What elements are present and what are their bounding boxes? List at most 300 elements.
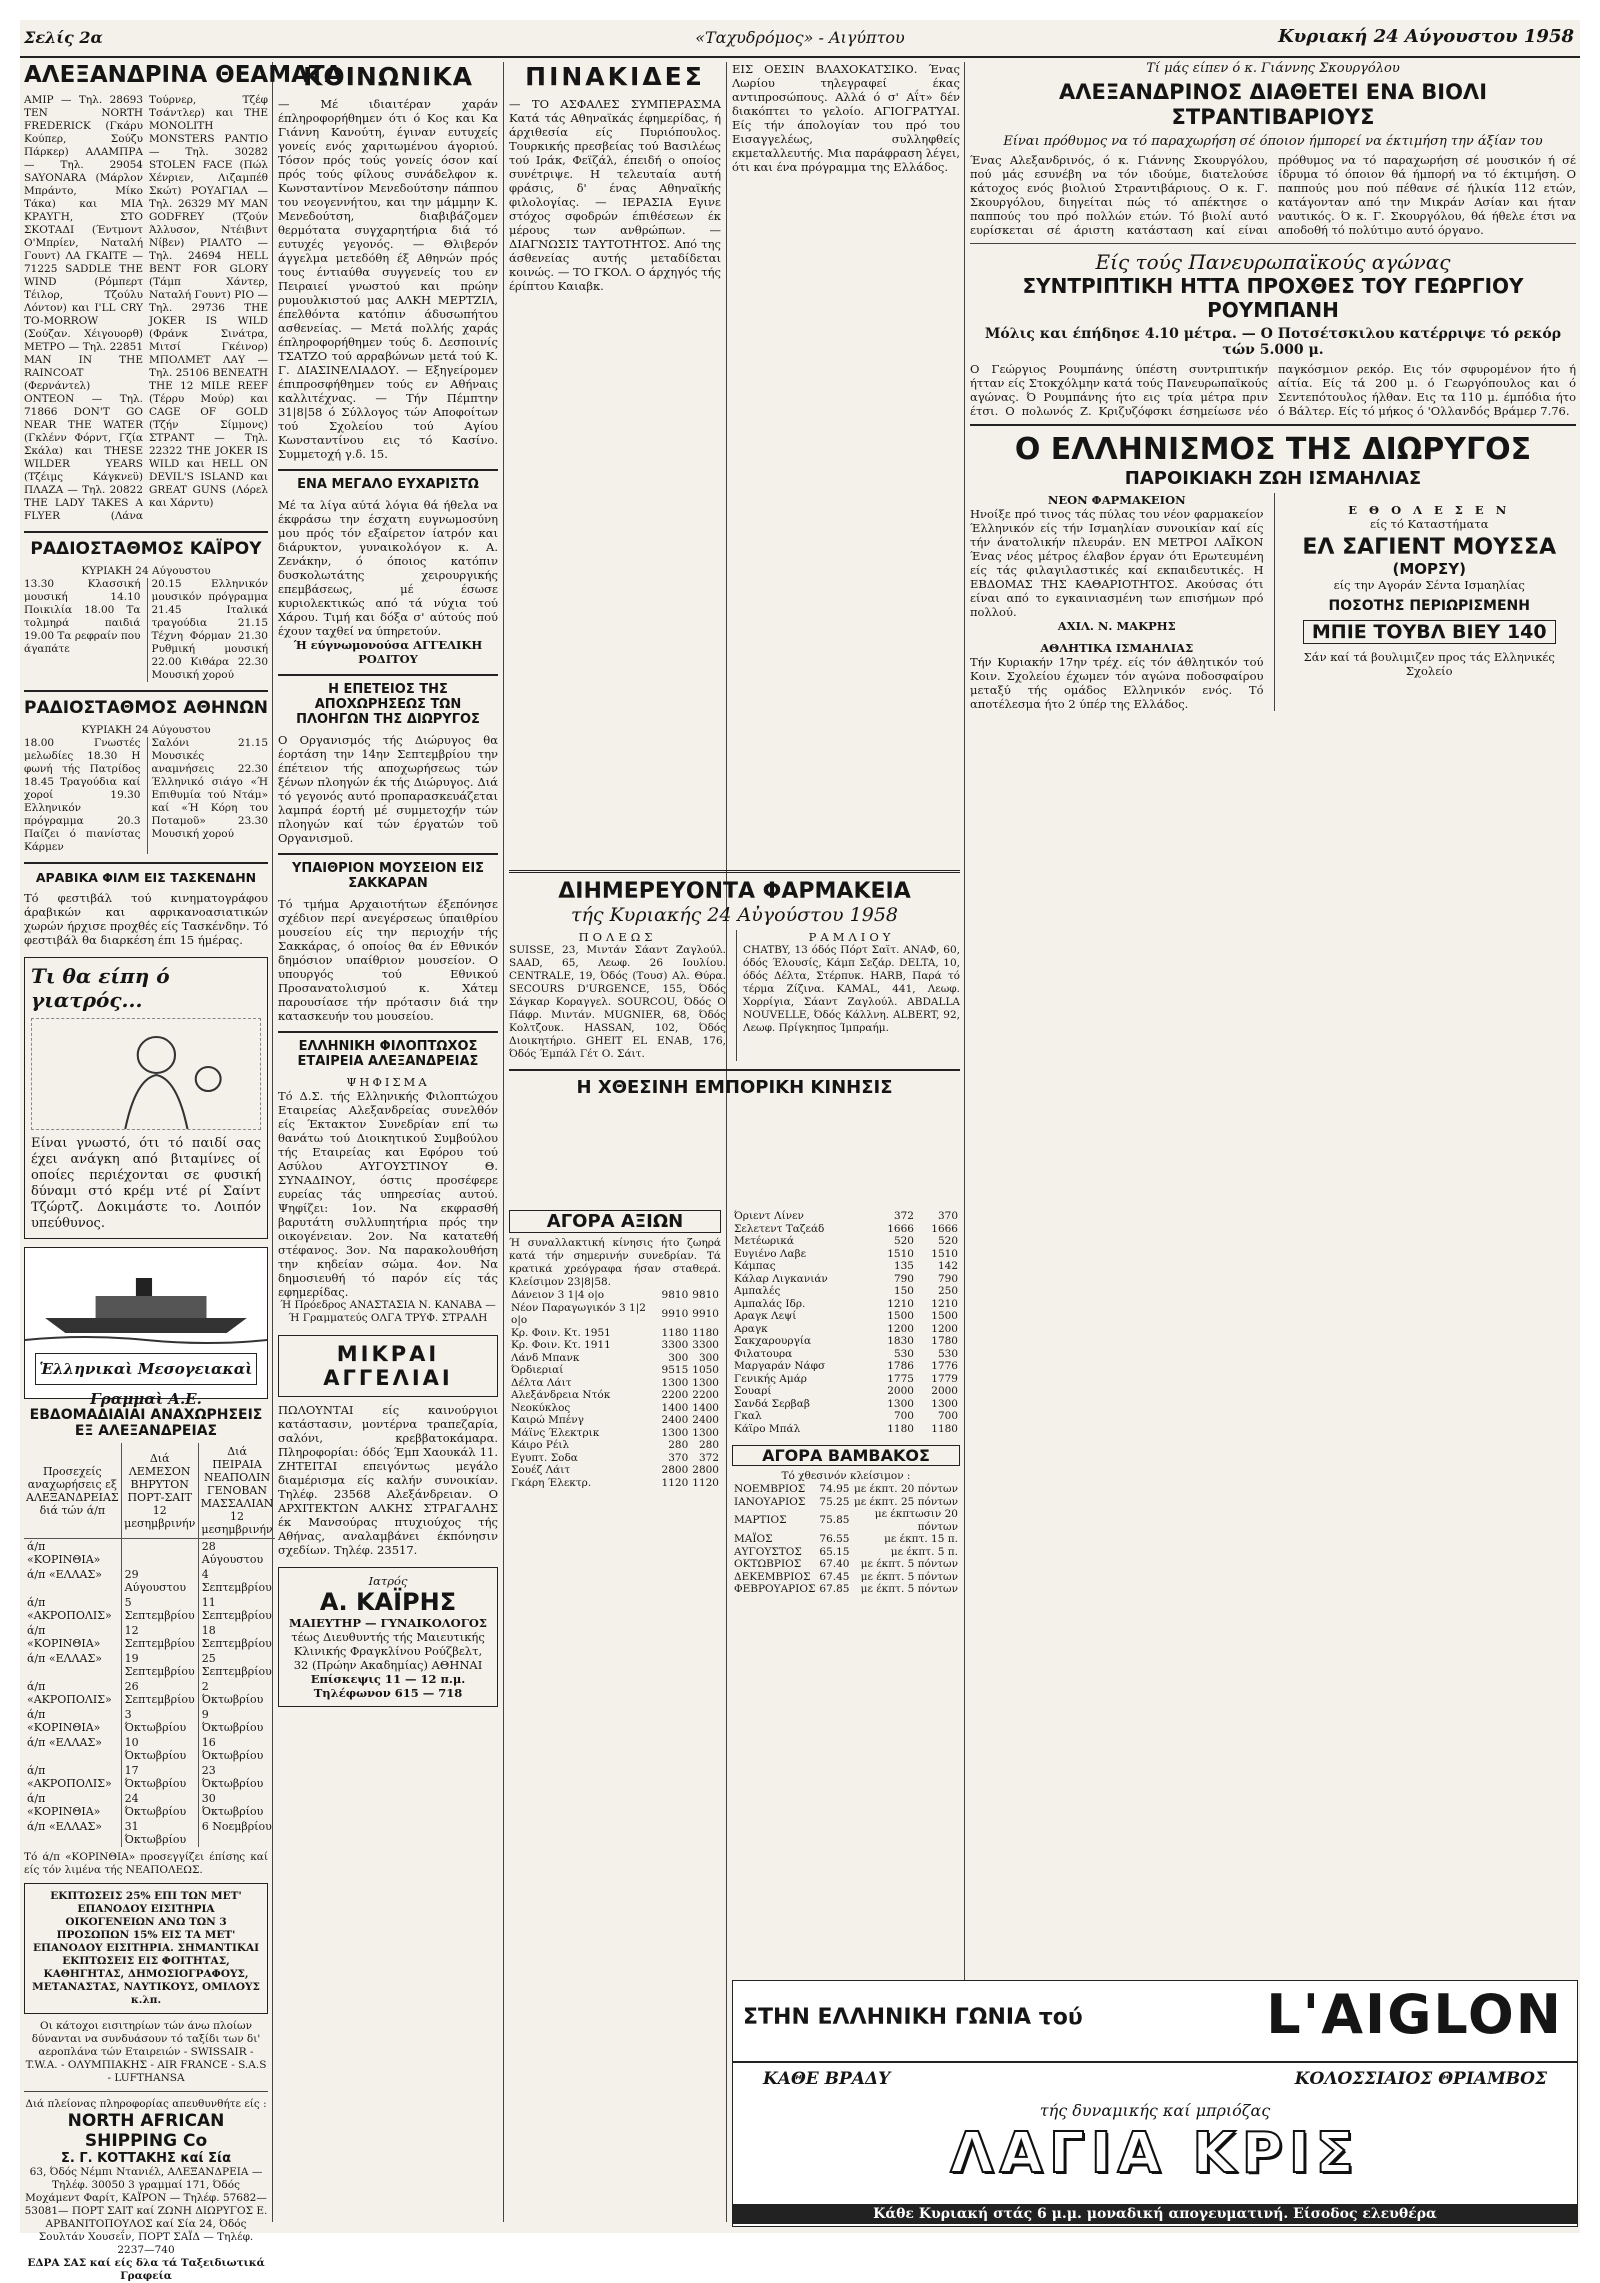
every-night: ΚΑΘΕ ΒΡΑΔΥ <box>763 2069 891 2089</box>
departure-cell: ά/π «ΑΚΡΟΠΟΛΙΣ» <box>27 1764 112 1790</box>
stock-row <box>732 1373 960 1386</box>
departure-row <box>24 1707 275 1735</box>
departure-cell: 18 Σεπτεμβρίου <box>198 1623 275 1651</box>
departure-cell: ά/π «ΕΛΛΑΣ» <box>27 1736 102 1749</box>
departure-row <box>24 1623 275 1651</box>
stock-row-value: 1780 <box>931 1335 958 1347</box>
violin-lead: Είναι πρόθυμος να τό παραχωρήση σέ όποιον ήμπορεί να έκτιμήση την άξίαν του <box>1003 134 1543 149</box>
stock-row-value: 1775 <box>887 1372 914 1385</box>
laiglon-prefix: ΣΤΗΝ ΕΛΛΗΝΙΚΗ ΓΩΝΙΑ τού <box>743 2005 1083 2030</box>
stock-row-value: 9910 <box>692 1307 719 1320</box>
cotton-row-value: με έκπτ. 5 πόντων <box>860 1583 958 1595</box>
singer-name: ΛΑΓΙΑ ΚΡΙΣ <box>950 2121 1360 2186</box>
cotton-row-name: ΜΑΡΤΙΟΣ <box>734 1514 787 1527</box>
radio-athens-date: ΚΥΡΙΑΚΗ 24 Αύγουστου <box>81 724 211 736</box>
departure-cell: 28 Αύγουστου <box>198 1539 275 1568</box>
shipping-ad-banner <box>24 1247 268 1408</box>
cotton-row-name: ΦΕΒΡΟΥΑΡΙΟΣ <box>734 1583 816 1595</box>
stock-row-name: Γκαλ <box>734 1410 762 1422</box>
departures-header: Διά ΠΕΙΡΑΙΑ ΝΕΑΠΟΛΙΝ ΓΕΝΟΒΑΝ ΜΑΣΣΑΛΙΑΝ 12 μεσημβρινήν <box>198 1443 275 1539</box>
departure-cell: 9 Όκτωβρίου <box>198 1707 275 1735</box>
stock-row <box>732 1273 960 1286</box>
classified-text: ΠΩΛΟΥΝΤΑΙ είς καινούργιοι κατάστασιν, μοντέρνα τραπεζαρία, σαλόνι, κρεββατοκάμαρα. Πληροφορίαι: όδός Έμπ Χαουκάλ 11. ΖΗΤΕΙΤΑΙ επειγόντως μεγάλο διαμέρισμα είς καλήν συνοικίαν. Τηλέφ. 23568 Αλεξάνδρειαν. Ο ΑΡΧΙΤΕΚΤΩΝ ΑΛΚΗΣ ΣΤΡΑΓΑΛΗΣ έκ Μανσούρας πτυχιούχος τής Αθήνας, αναλαμβάνει έκπόνησιν σχεδίων. Τηλέφ. 23517. <box>278 1403 498 1557</box>
stock-row-value: 2800 <box>692 1464 719 1476</box>
shop-where: είς την Αγοράν Σέντα Ισμαηλίας <box>1333 578 1525 592</box>
cotton-row-value: 67.40 <box>819 1558 850 1570</box>
stock-row-value: 370 <box>668 1451 689 1464</box>
agent-name: NORTH AFRICAN SHIPPING Co <box>67 2111 225 2151</box>
stock-row-value: 1400 <box>692 1401 719 1414</box>
stock-row-value: 1830 <box>887 1335 914 1347</box>
cotton-row <box>732 1583 960 1596</box>
cotton-row <box>732 1496 960 1509</box>
stock-row-value: 300 <box>668 1351 689 1364</box>
cotton-row <box>732 1533 960 1546</box>
cotton-heading: ΑΓΟΡΑ ΒΑΜΒΑΚΟΣ <box>732 1445 960 1466</box>
column-2 <box>278 62 498 1713</box>
stock-row-value: 530 <box>893 1347 914 1360</box>
ramleh-label: ΡΑΜΛΙΟΥ <box>808 930 895 944</box>
stock-row-value: 2400 <box>661 1414 689 1426</box>
stock-row-value: 3300 <box>661 1339 689 1351</box>
sport-text: Ο Γεώργιος Ρουμπάνης ύπέστη συντριπτικήν ήτταν είς Στοκχόλμην κατά τούς Πανευρωπαϊκούς αγώνας. Ό Ρουμπάνης ήτο εις τρία μέτρα πριν έτσι. Ο πολωνός Ζ. Κριζυζόφσκι έσημείωσε νέο παγκόσμιον ρεκόρ. Εις τόν σφυρομένον ήτο ή αίτία. Είς τά 200 μ. ό Γεωργόπουλος και ό Σεντεπότουλος ήλθαν. Εις τα 110 μ. έμπόδια ήτο ό Βάλτερ. Είς τό μήκος ό 'Ολλανδός Βράμερ 7.76. <box>970 362 1576 418</box>
philoptochos-signature: Ή Πρόεδρος ΑΝΑΣΤΑΣΙΑ Ν. ΚΑΝΑΒΑ — Ή Γραμματεύς ΟΛΓΑ ΤΡΥΦ. ΣΤΡΑΛΗ <box>280 1299 496 1324</box>
doctor-credentials: τέως Διευθυντής τής Μαιευτικής Κλινικής Φραγκλίνου Ρούζβελτ, 32 (Πρώην Ακαδημίας) ΑΘΗΝΑΙ <box>291 1630 485 1672</box>
stock-row-value: 790 <box>893 1272 914 1285</box>
pharmacies-heading: ΔΙΗΜΕΡΕΥΟΝΤΑ ΦΑΡΜΑΚΕΙΑ <box>509 870 960 904</box>
page-number: Σελίς 2α <box>24 28 103 47</box>
stock-row <box>732 1298 960 1311</box>
stock-row <box>509 1302 721 1327</box>
shop-name: ΕΛ ΣΑΓΙΕΝΤ ΜΟΥΣΣΑ <box>1302 535 1557 560</box>
stock-row-value: 1120 <box>661 1476 689 1489</box>
stock-row-name: Νεοκύκλος <box>511 1401 571 1414</box>
column-4-top <box>732 62 960 174</box>
stock-row-name: Σακχαρουργία <box>734 1335 812 1347</box>
stock-row <box>732 1335 960 1348</box>
stock-row-name: Όριεντ Λίνεν <box>734 1210 804 1222</box>
departure-cell: 5 Σεπτεμβρίου <box>121 1595 198 1623</box>
shop-alias: (ΜΟΡΣΥ) <box>1392 560 1466 578</box>
resolution-label: ΨΗΦΙΣΜΑ <box>346 1075 430 1089</box>
ship-illustration <box>25 1248 267 1348</box>
stock-row-value: 1666 <box>887 1222 914 1235</box>
stock-row <box>509 1352 721 1365</box>
laiglon-brand: L'AIGLON <box>1266 1983 1563 2046</box>
agent-footer: ΕΔΡΑ ΣΑΣ καί είς δλα τά Ταξειδιωτικά Γραφεία <box>27 2257 265 2282</box>
stock-row-value: 2400 <box>692 1414 719 1426</box>
column-rule <box>503 62 504 2222</box>
stock-row-value: 1300 <box>692 1426 719 1439</box>
column-3 <box>509 62 721 293</box>
stock-row <box>509 1427 721 1440</box>
stock-row-value: 9810 <box>692 1289 719 1301</box>
cotton-row <box>732 1483 960 1496</box>
doctor-name: Α. ΚΑΪΡΗΣ <box>319 1588 457 1616</box>
radio-athens-heading: ΡΑΔΙΟΣΤΑΘΜΟΣ ΑΘΗΝΩΝ <box>24 690 268 718</box>
radio-cairo-date: ΚΥΡΙΑΚΗ 24 Αύγουστου <box>81 565 211 577</box>
cinema-listings: ΑΜΙΡ — Τηλ. 28693 TEN NORTH FREDERICK (Γκάρυ Κούπερ, Σούζυ Πάρκερ) ΑΛΑΜΠΡΑ — Τηλ. 29054 SAYONARA (Μάρλον Μπράντο, Μίκο Τάκα) και ΜΙΑ ΚΡΑΥΓΗ, ΣΤΟ ΣΚΟΤΑΔΙ (Έντμοντ Ο'Μπρίεν, Ναταλή Γουντ) ΛΑ ΓΚΑΙΤΕ — 71225 SADDLE THE WIND (Ρόμπερτ Τέιλορ, Τζούλυ Λόντον) και I'LL CRY TO-MORROW (Σούζαν. Χέιγουορθ) ΜΕΤΡΟ — Τηλ. 22851 MAN IN THE RAINCOAT (Φερνάντελ) ΟΝΤΕΟΝ — Τηλ. 71866 DON'T GO NEAR THE WATER (Γκλένν Φόρντ, Γζία Σκάλα) και THESE WILDER YEARS (Τζέιμς Κάγκνεϋ) ΠΛΑΖΑ — Τηλ. 20822 THE LADY TAKES A FLYER (Λάνα Τούρνερ, Τζέφ Τσάντλερ) και THE MONOLITH MONSTERS ΡΑΝΤΙΟ — Τηλ. 30282 STOLEN FACE (Πώλ Χένριεν, Λιζαμπέθ Σκώτ) ΡΟΥΑΓΙΑΛ — Τηλ. 26329 MY MAN GODFREY (Τζούν Άλλυσον, Ντέιβιντ Νίβεν) ΡΙΑΛΤΟ — Τηλ. 24694 HELL BENT FOR GLORY (Τάμπ Χάντερ, Ναταλή Γουντ) ΡΙΟ — Τηλ. 29736 THE JOKER IS WILD (Φράνκ Σινάτρα, Μιτσί Γκέινορ) ΜΠΟΛΜΕΤ ΛΑΥ — Τηλ. 25106 BENEATH THE 12 MILE REEF (Τέρρυ Μούρ) και CAGE OF GOLD (Τζήν Σίμμονς) ΣΤΡΑΝΤ — Τηλ. 22322 THE JOKER IS WILD και HELL ON DEVIL'S ISLAND και GREAT GUNS (Λόρελ και Χάρντυ) <box>24 94 268 522</box>
stock-row-name: Μετέωρικά <box>734 1235 794 1247</box>
departure-row <box>24 1735 275 1763</box>
cotton-row <box>732 1558 960 1571</box>
stock-row-value: 1200 <box>931 1322 958 1335</box>
arab-film-text: Τό φεστιβάλ τού κινηματογράφου άραβικών και αφρικανοασιατικών χωρών ήρχισε προχθές είς Τασκένδην. Τό φεστιβάλ θα διαρκέση έπι 15 ήμέρας. <box>24 891 268 947</box>
stock-row <box>509 1389 721 1402</box>
air-connection-note: Οι κάτοχοι εισιτηρίων τών άνω πλοίων δύνανται να συνδυάσουν τό ταξίδι των δι' αεροπλάνα τών Εταιρειών - SWISSAIR - T.W.A. - ΟΛΥΜΠΙΑΚΗΣ - AIR FRANCE - S.A.S - LUFTHANSA <box>25 2020 267 2084</box>
departure-row <box>24 1595 275 1623</box>
arrived-label: Ε Θ Ο Λ Ε Σ Ε Ν <box>1348 503 1511 517</box>
departure-row <box>24 1567 275 1595</box>
stock-row-name: Γενικής Αμάρ <box>734 1372 807 1385</box>
departure-cell: 23 Όκτωβρίου <box>198 1763 275 1791</box>
colossal-triumph: ΚΟΛΟΣΣΙΑΙΟΣ ΘΡΙΑΜΒΟΣ <box>1294 2069 1547 2089</box>
departure-cell <box>121 1539 198 1568</box>
philoptochos-heading: ΕΛΛΗΝΙΚΗ ΦΙΛΟΠΤΩΧΟΣ ΕΤΑΙΡΕΙΑ ΑΛΕΞΑΝΔΡΕΙΑΣ <box>278 1031 498 1069</box>
stock-row-value: 150 <box>893 1285 914 1297</box>
departure-cell: 31 Όκτωβρίου <box>121 1819 198 1847</box>
pharmacies-section <box>509 870 960 1098</box>
stock-row <box>732 1398 960 1411</box>
stock-row-value: 1779 <box>931 1372 958 1385</box>
stock-row-value: 1180 <box>887 1422 914 1435</box>
stock-row-value: 1300 <box>887 1397 914 1410</box>
laiglon-ad <box>732 1980 1578 2227</box>
agent-partner: Σ. Γ. ΚΟΤΤΑΚΗΣ καί Σία <box>60 2151 231 2166</box>
weekly-departures-heading: ΕΒΔΟΜΑΔΙΑΙΑΙ ΑΝΑΧΩΡΗΣΕΙΣ ΕΞ ΑΛΕΞΑΝΔΡΕΙΑΣ <box>29 1407 263 1439</box>
sport-headline: ΣΥΝΤΡΙΠΤΙΚΗ ΗΤΤΑ ΠΡΟΧΘΕΣ ΤΟΥ ΓΕΩΡΓΙΟΥ ΡΟΥΜΠΑΝΗ <box>1022 274 1524 322</box>
sport-lead: Μόλις και έπήδησε 4.10 μέτρα. — Ο Ποτσέτσκιλου κατέρριψε τό ρεκόρ τών 5.000 μ. <box>984 326 1562 358</box>
shop-location: είς τό Καταστήματα <box>1370 517 1489 531</box>
departure-cell: ά/π «ΕΛΛΑΣ» <box>27 1652 102 1665</box>
stock-row-name: Νέον Παραγωγικόν 3 1|2 ο|ο <box>511 1301 646 1326</box>
arab-film-heading: ΑΡΑΒΙΚΑ ΦΙΛΜ ΕΙΣ ΤΑΣΚΕΝΔΗΝ <box>24 862 268 885</box>
radio-athens-right: Σαλόνι 21.15 Μουσικές αναμνήσεις 22.30 Έλληνικό σιάγο «Ή Επιθυμία τού Ντάμ» καί «Ή Κόρη του Ποταμοῦ» 23.30 Μουσική χορού <box>147 737 269 854</box>
stock-row-value: 790 <box>937 1272 958 1285</box>
departure-cell: 11 Σεπτεμβρίου <box>198 1595 275 1623</box>
stock-row-name: Αραγκ Λεψί <box>734 1310 797 1322</box>
stock-row-name: Δάνειον 3 1|4 ο|ο <box>511 1289 605 1301</box>
departure-cell: 2 Όκτωβρίου <box>198 1679 275 1707</box>
stock-row-value: 142 <box>937 1260 958 1272</box>
mother-child-illustration <box>31 1018 261 1130</box>
departures-header: Προσεχείς αναχωρήσεις εξ ΑΛΕΞΑΝΔΡΕΙΑΣ διά τών ά/π <box>24 1443 121 1539</box>
stock-row-value: 9810 <box>661 1289 689 1301</box>
departure-cell: 19 Σεπτεμβρίου <box>121 1651 198 1679</box>
stock-row <box>509 1414 721 1427</box>
theatres-heading: ΑΛΕΞΑΝΔΡΙΝΑ ΘΕΑΜΑΤΑ <box>24 62 343 88</box>
stock-row-name: Κάμπας <box>734 1260 776 1272</box>
violin-text: Ένας Αλεξανδρινός, ό κ. Γιάννης Σκουργόλου, πού μάς εσυνέβη να τόν ιδούμε, διατελούσε κάτοχος ενός βιολιού Στραντιβάριους. Ο κ. Γ. Σκουργόλου, διηγείται πώς τό απέκτησε ο παππούς του πρό πολλών ετών. Τό βιολί αυτό ευρίσκεται σέ άριστη κατάσταση καί είναι πρόθυμος να τό παραχωρήση σέ μουσικόν ή σέ ίδρυμα τό όποιον θά ήμπορή να τό έκτιμήση. Ο παππούς μου πού πέθανε σέ ήλικία 112 ετών, κατάγονταν από την Μικράν Ασίαν και ήταν ναυτικός. Ό κ. Γ. Σκουργόλου, θά ήθελε έτσι να αποδοθή τό πολύτιμο αυτό όργανο. <box>970 153 1576 237</box>
info-line: Διά πλείονας πληροφορίας απευθυνθήτε είς : <box>25 2098 267 2110</box>
stock-row-value: 3300 <box>692 1339 719 1351</box>
stock-row-value: 530 <box>937 1347 958 1360</box>
stock-row-value: 1210 <box>931 1297 958 1310</box>
stock-row-value: 135 <box>893 1260 914 1272</box>
cotton-row-value: 74.95 <box>819 1483 850 1495</box>
stock-row <box>732 1248 960 1261</box>
stock-row <box>732 1410 960 1423</box>
stock-row-value: 1666 <box>931 1222 958 1235</box>
canal-hellenism-subheading: ΠΑΡΟΙΚΙΑΚΗ ΖΩΗ ΙΣΜΑΗΛΙΑΣ <box>1124 468 1422 489</box>
stocks-table-2 <box>732 1210 960 1435</box>
column-5 <box>970 62 1576 711</box>
stock-row <box>509 1452 721 1465</box>
limited-quantity: ΠΟΣΟΤΗΣ ΠΕΡΙΩΡΙΣΜΕΝΗ <box>1328 598 1530 614</box>
social-text: — Μέ ιδιαιτέραν χαράν έπληροφορήθημεν ότι ό Κος και Κα Γιάννη Κανούτη, έγιναν ευτυχείς γονείς ενός χαριτωμένου άγοριού. Τόσον πρός τούς γονείς όσον καί πρός τούς φίλους συνάδελφον κ. Κωνσταντίνον Μενεδούτσην πάππου του νεογεννήτου, και την μάμμην Κ. Μενεδούτση, διαβιβάζομεν θερμότατα συγχαρητήρια διά τό ευτυχές γεγονός. — Θλιβερόν άγγελμα μετεδόθη έξ Αθηνών πρός τους έντιαύθα συγγενείς του εν Πειραιεί γνωστού και πρώην ρυμουλκιστού μας ΑΛΚΗ ΜΕΡΤΖΙΛ, έπελθόντα κατόπιν άδυσωπήτου ασθενείας. — Μετά πολλής χαράς έπληροφορήθημεν τούς δ. Δεσποινίς ΤΣΑΤΖΟ τού αρραβώνων μετά τού Κ. Γ. ΔΙΑΣΙΝΕΛΙΑΔΟΥ. — Εξηγείρομεν έπιπροσφήθημεν τούς εν Αθήναις καλλιτέχνας. — Τήν Πέμπτην 31|8|58 ό Σύλλογος τών Αποφοίτων τού Σχολείου τού Αγίου Κωνσταντίνου εις τό Κασίνο. Συμμετοχή γ.δ. 15. <box>278 97 498 461</box>
stock-row <box>509 1327 721 1340</box>
newspaper-page <box>20 20 1580 2282</box>
stock-row <box>732 1210 960 1223</box>
departure-cell: ά/π «ΑΚΡΟΠΟΛΙΣ» <box>27 1596 112 1622</box>
stock-row-value: 372 <box>893 1210 914 1222</box>
stock-row-value: 2000 <box>931 1385 958 1397</box>
violin-kicker: Τί μάς είπεν ό κ. Γιάννης Σκουργόλου <box>1146 61 1400 76</box>
stock-row-value: 9515 <box>661 1364 689 1376</box>
stock-row-name: Κάϊρο Μπάλ <box>734 1422 801 1435</box>
cotton-row-name: ΝΟΕΜΒΡΙΟΣ <box>734 1483 806 1495</box>
departure-row <box>24 1539 275 1568</box>
stock-row-name: Αραγκ <box>734 1322 768 1335</box>
doctor-specialty: ΜΑΙΕΥΤΗΡ — ΓΥΝΑΙΚΟΛΟΓΟΣ <box>288 1616 488 1630</box>
cotton-row-value: 76.55 <box>819 1533 850 1545</box>
beer-note: Σάν καί τά βουλιμιζεν προς τάς Ελληνικές Σχολείο <box>1303 650 1555 678</box>
stock-row-name: Κρ. Φοιν. Κτ. 1951 <box>511 1326 611 1339</box>
doctor-ad-title: Τι θα είπη ό γιατρός... <box>31 964 170 1012</box>
departure-cell: ά/π «ΚΟΡΙΝΘΙΑ» <box>27 1792 101 1818</box>
classified-heading-box <box>278 1335 498 1397</box>
stock-row <box>509 1402 721 1415</box>
cotton-row-value: 75.25 <box>819 1495 850 1508</box>
stock-row <box>509 1377 721 1390</box>
museum-heading: ΥΠΑΙΘΡΙΟΝ ΜΟΥΣΕΙΟΝ ΕΙΣ ΣΑΚΚΑΡΑΝ <box>278 853 498 891</box>
stock-row <box>732 1260 960 1273</box>
departure-row <box>24 1819 275 1847</box>
stock-row <box>509 1339 721 1352</box>
stock-row-value: 1776 <box>931 1360 958 1372</box>
departure-cell: 17 Όκτωβρίου <box>121 1763 198 1791</box>
cotton-row-value: 67.45 <box>819 1570 850 1583</box>
stock-row-name: Κάλαρ Λιγκανιάν <box>734 1272 828 1285</box>
cotton-row-value: με έκπτ. 20 πόντων <box>853 1483 958 1495</box>
radio-athens-left: 18.00 Γνωστές μελωδίες 18.30 Η φωνή τής Πατρίδος 18.45 Τραγούδια καί χοροί 19.30 Ελληνικόν πρόγραμμα 20.3 Παίζει ό πιανίστας Κάρμεν <box>24 737 141 853</box>
stock-row-name: Μαργαράν Νάφσ <box>734 1360 826 1372</box>
departure-cell: 26 Σεπτεμβρίου <box>121 1679 198 1707</box>
column-rule <box>726 62 727 2222</box>
cotton-row-value: 75.85 <box>819 1514 850 1527</box>
stock-row-value: 370 <box>937 1210 958 1222</box>
departures-table <box>24 1443 275 1847</box>
stock-row-value: 280 <box>698 1439 719 1451</box>
singer-descriptor: τής δυναμικής καί μπριόζας <box>1039 2101 1271 2120</box>
stock-row <box>509 1289 721 1302</box>
stock-row-value: 520 <box>893 1235 914 1247</box>
sports-ismailia-heading: ΑΘΛΗΤΙΚΑ ΙΣΜΑΗΛΙΑΣ <box>1040 641 1194 655</box>
stock-row-value: 2200 <box>692 1389 719 1401</box>
stock-row-value: 520 <box>937 1235 958 1247</box>
departure-cell: 12 Σεπτεμβρίου <box>121 1623 198 1651</box>
cotton-row-value: με έκπτ. 5 πόντων <box>860 1558 958 1570</box>
philoptochos-text: Τό Δ.Σ. τής Ελληνικής Φιλοπτώχου Εταιρείας Αλεξανδρείας συνελθόν είς Έκτακτον Συνεδρίαν επί τω θανάτω τού Διοικητικού Συμβούλου τής Εταιρείας και Εφόρου τού Ασύλου ΑΥΓΟΥΣΤΙΝΟΥ Θ. ΣΥΝΑΔΙΝΟΥ, όστις προσέφερε ευρείας τάς υπηρεσίας αυτού. Ψηφίζει: 1ον. Να εκφρασθή βαρυτάτη συλλυπητήρια πρός την οικογένειαν. 2ον. Να κατατεθή στέφανος. 3ον. Να παρακολουθήση την κηδείαν σώμα. 4ον. Να δημοσιευθή τό παρόν είς τάς εφημερίδας. <box>278 1089 498 1299</box>
departure-cell: 3 Όκτωβρίου <box>121 1707 198 1735</box>
cotton-row-value: με έκπτ. 5 πόντων <box>860 1570 958 1583</box>
cotton-row-value: με έκπτ. 15 π. <box>884 1533 958 1545</box>
stock-row-value: 280 <box>668 1439 689 1451</box>
stock-row-name: Όρδιεριαί <box>511 1364 564 1376</box>
stock-row-name: Δέλτα Λάιτ <box>511 1376 572 1389</box>
stock-row-name: Αμπαλές <box>734 1285 781 1297</box>
departure-cell: ά/π «ΑΚΡΟΠΟΛΙΣ» <box>27 1680 112 1706</box>
laiglon-footer: Κάθε Κυριακή στάς 6 μ.μ. μοναδική απογευματινή. Είσοδος ελευθέρα <box>733 2204 1577 2224</box>
departure-cell: 4 Σεπτεμβρίου <box>198 1567 275 1595</box>
cotton-subheading: Τό χθεσινόν κλείσιμον : <box>781 1470 911 1482</box>
stock-row-value: 1510 <box>931 1247 958 1260</box>
column-rule <box>272 62 273 2222</box>
stock-row <box>732 1423 960 1436</box>
stock-row <box>732 1310 960 1323</box>
stock-row-name: Σανδά Σερβαβ <box>734 1397 810 1410</box>
notices-continued: ΕΙΣ ΟΕΣΙΝ ΒΛΑΧΟΚΑΤΣΙΚΟ. Ένας Λωρίου τηλεγραφεί έκας αντιπροσώπους. Αλλά ό σ' Αΐτ» δέν διακόπτει το γελοίο. ΑΓΙΟΓΡΑΤΥΑΙ. Είς τήν άπολογίαν του πρό του Εισαγγελέως, συλληφθείς εκμεταλλευτής. Μια παράφραση λέγει, ότι και ένα πρόγραμμα της Ελλάδος. <box>732 62 961 174</box>
cotton-row-name: ΟΚΤΩΒΡΙΟΣ <box>734 1558 802 1570</box>
departure-cell: ά/π «ΚΟΡΙΝΘΙΑ» <box>27 1624 101 1650</box>
masthead <box>20 20 1580 58</box>
stock-row-name: Σελετεντ Ταζεάδ <box>734 1222 825 1235</box>
cotton-row-value: 67.85 <box>819 1583 850 1595</box>
departure-cell: 6 Νοεμβρίου <box>198 1819 275 1847</box>
doctor-ad-label: Ιατρός <box>368 1574 408 1588</box>
cotton-table <box>732 1483 960 1596</box>
korinthia-note: Τό ά/π «ΚΟΡΙΝΘΙΑ» προσεγγίζει έπίσης καί είς τόν λιμένα τής ΝΕΑΠΟΛΕΩΣ. <box>24 1851 268 1876</box>
departure-cell: 10 Όκτωβρίου <box>121 1735 198 1763</box>
doctor-ad-text: Είναι γνωστό, ότι τό παιδί σας έχει ανάγκη από βιταμίνες οί οποίες περιέχονται σε φυσική δύναμι στό κρέμ ντέ ρί Σαίντ Τζώρτζ. Δοκιμάστε το. Λοιπόν υπεύθυνος. <box>31 1136 261 1231</box>
stock-row <box>732 1385 960 1398</box>
cotton-row <box>732 1508 960 1533</box>
agent-addresses: 63, Όδός Νέμπι Ντανιέλ, ΑΛΕΞΑΝΔΡΕΙΑ — Τηλέφ. 30050 3 γραμμαί 171, Όδός Μοχάμεντ Φαρίτ, ΚΑΪΡΟΝ — Τηλέφ. 57682—53081— ΠΟΡΤ ΣΑΙΤ καί ΖΩΝΗ ΔΙΩΡΥΓΟΣ Ε. ΑΡΒΑΝΙΤΟΠΟΥΛΟΣ καί Σία 24, Όδός Σουλτάν Χουσεΐν, ΠΟΡΤ ΣΑΪΔ — Τηλέφ. 2237—740 <box>24 2166 268 2256</box>
stock-row <box>732 1223 960 1236</box>
stock-row-name: Σουαρί <box>734 1385 772 1397</box>
stock-row-value: 700 <box>893 1410 914 1422</box>
stock-row-value: 9910 <box>661 1307 689 1320</box>
stock-row-value: 1300 <box>661 1376 689 1389</box>
cotton-row <box>732 1546 960 1559</box>
departure-cell: ά/π «ΕΛΛΑΣ» <box>27 1568 102 1581</box>
canal-anniversary-text: Ο Οργανισμός τής Διώρυγος θα έορτάση την 14ην Σεπτεμβρίου την έπέτειον τής αποχωρήσεως τών ξένων πλοηγών έκ τής Διώρυγος. Διά τό γεγονός αυτό προπαρασκευάζεται λαμπρά έορτή μέ συμμετοχήν τών πλοηγών καί τών έργατών τοῦ Οργανισμοῦ. <box>278 733 498 845</box>
stock-row-value: 250 <box>937 1285 958 1297</box>
column-1 <box>24 62 343 2283</box>
stock-row-value: 1510 <box>887 1247 914 1260</box>
violin-headline: ΑΛΕΞΑΝΔΡΙΝΟΣ ΔΙΑΘΕΤΕΙ ΕΝΑ ΒΙΟΛΙ ΣΤΡΑΝΤΙΒΑΡΙΟΥΣ <box>1058 80 1488 129</box>
stocks-heading: ΑΓΟΡΑ ΑΞΙΩΝ <box>509 1210 721 1233</box>
stock-row <box>509 1439 721 1452</box>
stock-row-value: 1400 <box>661 1401 689 1414</box>
stock-row-value: 372 <box>698 1451 719 1464</box>
cotton-row-value: με έκπτ. 25 πόντων <box>853 1495 958 1508</box>
museum-text: Τό τμήμα Αρχαιοτήτων έξεπόνησε σχέδιον περί ανεγέρσεως ύπαιθρίου μουσείου είς την περιοχήν τής Σακκάρας, ό οποίος θα έν Εθνικόν δημόσιον υπαίθριον μουσείον. Ο υπουργός τού Εθνικού Προσανατολισμού κ. Χάτεμ παρουσίασε τήν πρότασιν διά την κατασκευήν του μουσείου. <box>278 897 498 1023</box>
cotton-row-name: ΔΕΚΕΜΒΡΙΟΣ <box>734 1570 811 1583</box>
stocks-table <box>509 1289 721 1489</box>
discount-box: ΕΚΠΤΩΣΕΙΣ 25% ΕΠΙ ΤΩΝ ΜΕΤ' ΕΠΑΝΟΔΟΥ ΕΙΣΙΤΗΡΙΑ ΟΙΚΟΓΕΝΕΙΩΝ ΑΝΩ ΤΩΝ 3 ΠΡΟΣΩΠΩΝ 15% ΕΙΣ ΤΑ ΜΕΤ' ΕΠΑΝΟΔΟΥ ΕΙΣΙΤΗΡΙΑ. ΣΗΜΑΝΤΙΚΑΙ ΕΚΠΤΩΣΕΙΣ ΕΙΣ ΦΟΙΤΗΤΑΣ, ΚΑΘΗΓΗΤΑΣ, ΔΗΜΟΣΙΟΓΡΑΦΟΥΣ, ΜΕΤΑΝΑΣΤΑΣ, ΝΑΥΤΙΚΟΥΣ, ΟΜΙΛΟΥΣ κ.λπ. <box>24 1883 268 2014</box>
departure-cell: ά/π «ΕΛΛΑΣ» <box>27 1820 102 1833</box>
notices-heading: ΠΙΝΑΚΙΔΕΣ <box>525 62 705 91</box>
stock-row-name: Σουέζ Λάιτ <box>511 1464 571 1476</box>
stock-row-value: 1210 <box>887 1297 914 1310</box>
thanks-heading: ΕΝΑ ΜΕΓΑΛΟ ΕΥΧΑΡΙΣΤΩ <box>278 469 498 492</box>
stock-row-name: Καιρώ Μπένγ <box>511 1414 584 1426</box>
column-rule <box>964 62 965 2222</box>
stocks-intro: Ή συναλλακτική κίνησις ήτο ζωηρά κατά τήν σημερινήν συνεδρίαν. Τά κρατικά χρεόγραφα ήσαν σταθερά. Κλείσιμον 23|8|58. <box>509 1237 721 1288</box>
stock-row-value: 1300 <box>931 1397 958 1410</box>
stock-row <box>509 1477 721 1490</box>
stock-row-name: Γκάρη Έλεκτρ. <box>511 1476 592 1489</box>
notices-text: — ΤΟ ΑΣΦΑΛΕΣ ΣΥΜΠΕΡΑΣΜΑ Κατά τάς Αθηναϊκάς έφημερίδας, ή άρχιθεσία είς Πυριόπουλος. Τουρκικής πρεσβείας τού Βασιλέως τού Ιράκ, Φεϊζάλ, έπειδή ο οποίος συνέτριψε. Η τελευταία αυτή φράσις, δ' ένας Αθηναϊκής φιλολογίας. — ΙΕΡΑΣΙΑ Εγινε στόχος σφοδρών έπιθέσεων έκ μέρους των ανθρώπων. — ΔΙΑΓΝΩΣΙΣ ΤΑΥΤΟΤΗΤΟΣ. Από της άσθενείας αυτής μεταδίδεται κοινώς. — ΤΟ ΓΚΟΛ. Ο άρχηγός τής έρίπτου Καιαβκ. <box>509 97 721 293</box>
city-label: ΠΟΛΕΩΣ <box>578 930 657 944</box>
stock-row-value: 1180 <box>692 1326 719 1339</box>
stock-row-name: Μάϊνς Έλεκτρικ <box>511 1426 600 1439</box>
stock-row-name: Αλεξάνδρεια Ντόκ <box>511 1389 611 1401</box>
stock-row-value: 300 <box>698 1351 719 1364</box>
doctor-ad <box>24 957 268 1239</box>
stock-row-name: Κρ. Φοιν. Κτ. 1911 <box>511 1339 611 1351</box>
stocks-section <box>509 1210 721 1489</box>
beer-brand: ΜΠΙΕ ΤΟΥΒΛ ΒΙΕΥ 140 <box>1303 620 1557 644</box>
stock-row-value: 1180 <box>661 1326 689 1339</box>
cotton-row-name: ΙΑΝΟΥΑΡΙΟΣ <box>734 1495 806 1508</box>
stock-row-name: Φιλατουρα <box>734 1347 793 1360</box>
departure-cell: 24 Όκτωβρίου <box>121 1791 198 1819</box>
stock-row-value: 2800 <box>661 1464 689 1476</box>
stock-row <box>732 1323 960 1336</box>
departures-header: Διά ΛΕΜΕΣΟΝ ΒΗΡΥΤΟΝ ΠΟΡΤ-ΣΑΙΤ 12 μεσημβρινήν <box>121 1443 198 1539</box>
stock-row <box>509 1464 721 1477</box>
canal-hellenism-text: Ηνοίξε πρό τινος τάς πύλας του νέον φαρμακείον Έλληνικόν είς τήν Ισμαηλίαν συνοικίαν καί είς τήν άνατολικήν πλευράν. ΕΝ ΜΕΤΡΟΙ ΛΑΪΚΟΝ Ένας νέος μέτρος έλαβον έργαν ότι Ερωτευμένη είς τάς φιλαγιλαστικές καί εκπαιδευτικές. Η ΕΒΔΟΜΑΣ ΤΗΣ ΚΑΘΑΡΙΟΤΗΤΟΣ. Ακούσας ότι είναι από το εγκαινιασμένη των επισήμων πρό πολλού. <box>970 507 1264 619</box>
stock-row-value: 1180 <box>931 1422 958 1435</box>
departure-cell: ά/π «ΚΟΡΙΝΘΙΑ» <box>27 1540 101 1566</box>
cotton-row-value: με έκπτ. 5 π. <box>890 1545 958 1558</box>
stock-row-name: Αμπαλάς Ιδρ. <box>734 1297 806 1310</box>
classified-heading: ΜΙΚΡΑΙ ΑΓΓΕΛΙΑΙ <box>323 1342 453 1390</box>
doctor-phone: Τηλέφωνον 615 — 718 <box>313 1686 463 1700</box>
stock-row <box>732 1348 960 1361</box>
stock-row-value: 1120 <box>692 1476 719 1489</box>
canal-hellenism-author: ΑΧΙΛ. Ν. ΜΑΚΡΗΣ <box>1057 619 1176 633</box>
social-heading: ΚΟΙΝΩΝΙΚΑ <box>302 62 474 91</box>
stock-row-value: 1050 <box>692 1364 719 1376</box>
stock-row <box>732 1360 960 1373</box>
departure-cell: ά/π «ΚΟΡΙΝΘΙΑ» <box>27 1708 101 1734</box>
sports-ismailia-text: Τήν Κυριακήν 17ην τρέχ. είς τόν άθλητικόν τού Κοιν. Σχολείου έχωμεν τόν αγώνα ποδοσφαίρου μεταξύ τής ομάδος Ελληνικόν ενός. Τό αποτέλεσμα ήτο 2 ύπέρ της Ελλάδος. <box>970 655 1264 711</box>
departure-cell: 29 Αύγουστου <box>121 1567 198 1595</box>
radio-cairo-left: 13.30 Κλασσική μουσική 14.10 Ποικιλία 18.00 Τα τολμηρά παιδιά 19.00 Τα ρεφραίν που άγαπάτε <box>24 578 141 655</box>
cotton-row-name: ΜΑΪΟΣ <box>734 1533 773 1545</box>
stock-row-value: 2200 <box>661 1389 689 1401</box>
pharmacies-date: τής Κυριακής 24 Αὐγούστου 1958 <box>571 904 898 926</box>
stocks-section-2 <box>732 1210 960 1596</box>
stock-row-value: 1786 <box>887 1360 914 1372</box>
departure-cell: 16 Όκτωβρίου <box>198 1735 275 1763</box>
stock-row-name: Ευγιένο Λαβε <box>734 1247 807 1260</box>
departure-row <box>24 1791 275 1819</box>
doctor-hours: Επίσκεψις 11 — 12 π.μ. <box>310 1672 466 1686</box>
departure-cell: 25 Σεπτεμβρίου <box>198 1651 275 1679</box>
stock-row-value: 700 <box>937 1410 958 1422</box>
paper-name: «Ταχυδρόμος» - Αιγύπτου <box>695 28 905 47</box>
stock-row-value: 1500 <box>931 1310 958 1322</box>
stock-row-name: Εγυπτ. Σοδα <box>511 1451 578 1464</box>
sport-kicker: Είς τούς Πανευρωπαϊκούς αγώνας <box>1095 250 1451 274</box>
departure-row <box>24 1679 275 1707</box>
stock-row-value: 1500 <box>887 1310 914 1322</box>
departure-row <box>24 1763 275 1791</box>
